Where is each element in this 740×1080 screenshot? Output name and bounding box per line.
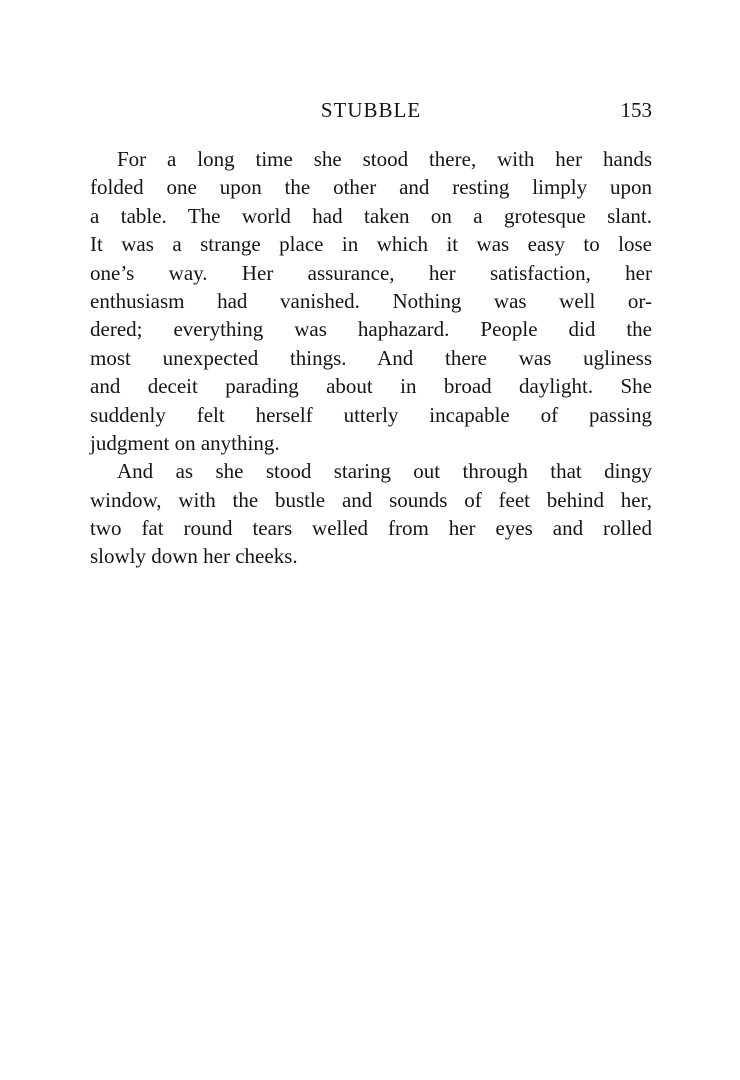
text-line: window, with the bustle and sounds of feet behind her, <box>90 487 652 512</box>
text-line: For a long time she stood there, with her hands <box>117 147 652 171</box>
paragraph-1 <box>90 145 652 457</box>
page-number: 153 <box>620 98 652 122</box>
text-line: And as she stood staring out through that dingy <box>117 459 652 484</box>
text-line: one’s way. Her assurance, her satisfaction, her <box>90 260 652 285</box>
text-line: dered; everything was haphazard. People did the <box>90 317 652 342</box>
text-line: and deceit parading about in broad daylight. She <box>90 374 652 399</box>
paragraph-2 <box>90 457 652 571</box>
text-line: suddenly felt herself utterly incapable of passing <box>90 402 652 427</box>
text-line: two fat round tears welled from her eyes and rolled <box>90 516 652 541</box>
text-line: a table. The world had taken on a grotesque slant. <box>90 203 652 228</box>
body-text <box>90 145 652 571</box>
running-title: STUBBLE <box>320 98 422 122</box>
text-line: folded one upon the other and resting limply upon <box>90 175 652 200</box>
text-line: most unexpected things. And there was ugliness <box>90 345 652 370</box>
text-line: slowly down her cheeks. <box>90 544 298 569</box>
text-line: enthusiasm had vanished. Nothing was well or- <box>90 288 652 313</box>
running-header <box>90 98 652 128</box>
text-line: judgment on anything. <box>90 430 280 455</box>
text-line: It was a strange place in which it was easy to lose <box>90 232 652 257</box>
